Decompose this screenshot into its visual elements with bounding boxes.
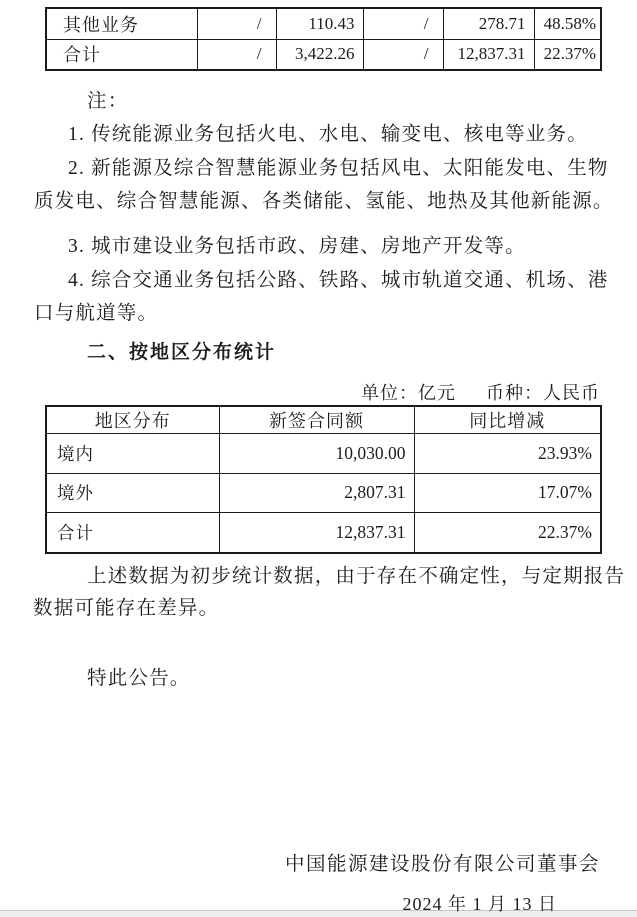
announcement-statement: 特此公告。 xyxy=(87,668,191,689)
business-distribution-table-continued xyxy=(45,7,602,71)
section-heading-region-distribution: 二、按地区分布统计 xyxy=(87,342,277,363)
cell-slash: / xyxy=(363,8,443,39)
cell-slash: / xyxy=(197,8,276,39)
col-header-amount: 新签合同额 xyxy=(219,406,414,434)
region-distribution-table xyxy=(45,405,602,554)
col-header-region: 地区分布 xyxy=(46,406,219,434)
cell-yoy: 22.37% xyxy=(534,39,601,70)
notes-heading: 注： xyxy=(87,91,129,112)
cell-yoy: 22.37% xyxy=(414,513,601,553)
currency-label: 币种：人民币 xyxy=(486,383,600,403)
cell-yoy: 23.93% xyxy=(414,434,601,474)
table-row-domestic xyxy=(46,434,601,474)
row-label: 境内 xyxy=(46,434,219,474)
cell-yoy: 17.07% xyxy=(414,473,601,513)
table-row-other-business xyxy=(46,8,601,39)
disclaimer-line-2: 数据可能存在差异。 xyxy=(33,598,220,619)
unit-currency-line xyxy=(361,379,600,405)
cell-amount: 2,807.31 xyxy=(219,473,414,513)
table-row-overseas xyxy=(46,473,601,513)
cell-amount: 10,030.00 xyxy=(219,434,414,474)
cell-amount: 110.43 xyxy=(276,8,363,39)
col-header-yoy: 同比增减 xyxy=(414,406,601,434)
cell-slash: / xyxy=(197,39,276,70)
cell-amount: 12,837.31 xyxy=(219,513,414,553)
disclaimer-line-1: 上述数据为初步统计数据，由于存在不确定性，与定期报告 xyxy=(87,566,626,587)
row-label: 合计 xyxy=(46,513,219,553)
cell-yoy: 48.58% xyxy=(534,8,601,39)
table-row-total xyxy=(46,39,601,70)
row-label: 其他业务 xyxy=(46,8,197,39)
cell-amount: 3,422.26 xyxy=(276,39,363,70)
announcement-date: 2024 年 1 月 13 日 xyxy=(402,894,557,914)
cell-amount: 12,837.31 xyxy=(443,39,534,70)
cell-amount: 278.71 xyxy=(443,8,534,39)
row-label: 合计 xyxy=(46,39,197,70)
note-3: 3. 城市建设业务包括市政、房建、房地产开发等。 xyxy=(68,236,526,257)
cell-slash: / xyxy=(363,39,443,70)
unit-label: 单位：亿元 xyxy=(361,383,456,403)
table-row-total xyxy=(46,513,601,553)
row-label: 境外 xyxy=(46,473,219,513)
signature-board-of-directors: 中国能源建设股份有限公司董事会 xyxy=(284,854,600,875)
note-4-line-2: 口与航道等。 xyxy=(34,303,159,324)
note-4-line-1: 4. 综合交通业务包括公路、铁路、城市轨道交通、机场、港 xyxy=(68,270,609,291)
note-2-line-2: 质发电、综合智慧能源、各类储能、氢能、地热及其他新能源。 xyxy=(34,191,614,212)
table-header-row xyxy=(46,406,601,434)
note-1: 1. 传统能源业务包括火电、水电、输变电、核电等业务。 xyxy=(68,124,588,145)
note-2-line-1: 2. 新能源及综合智慧能源业务包括风电、太阳能发电、生物 xyxy=(68,158,609,179)
